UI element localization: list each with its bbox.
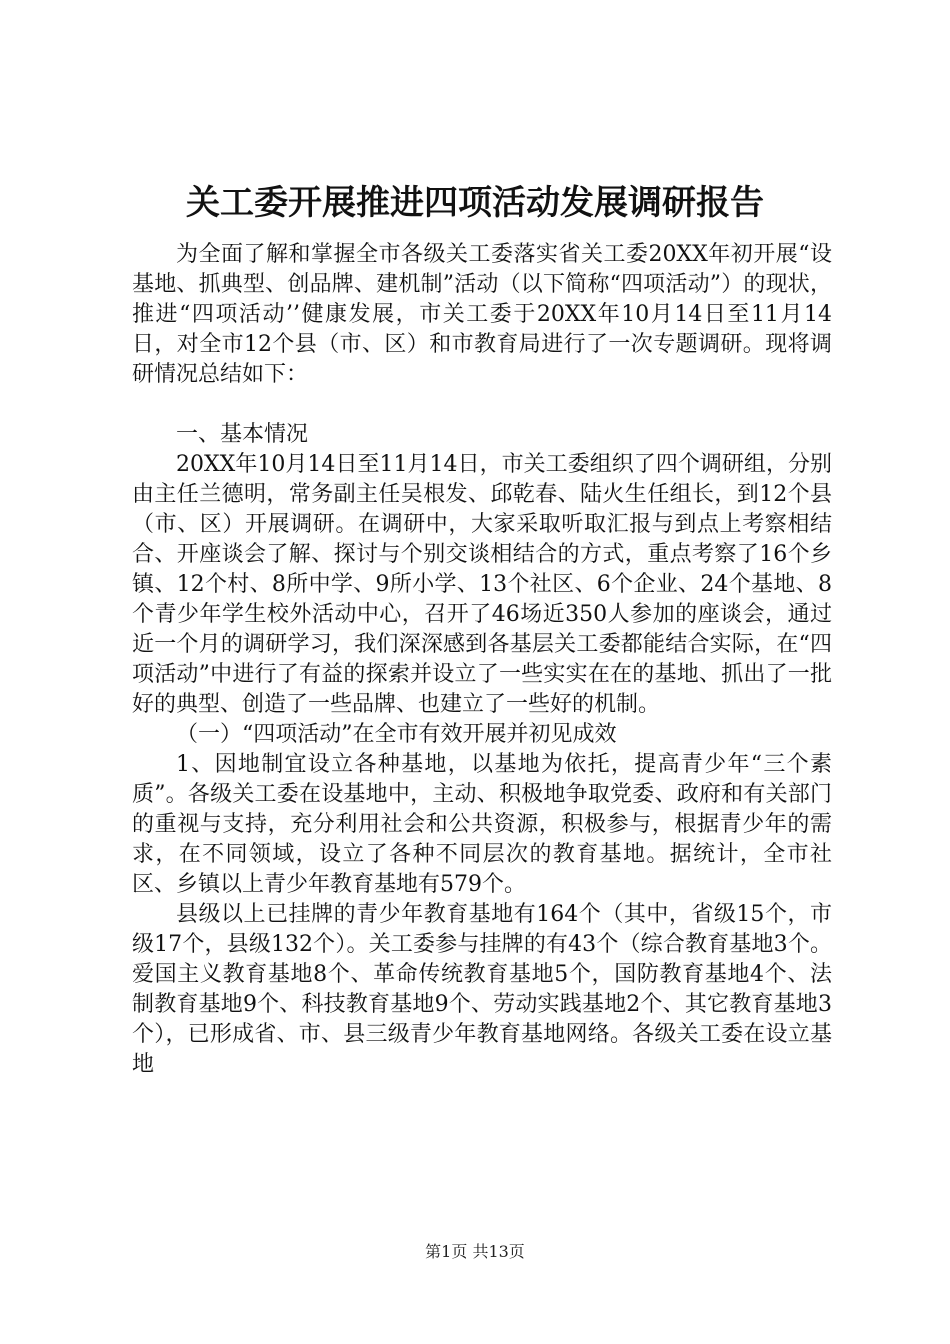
- intro-block: [132, 240, 832, 390]
- subheading-four-activities: （一）“四项活动”在全市有效开展并初见成效: [176, 722, 617, 747]
- intro-paragraph: 为全面了解和掌握全市各级关工委落实省关工委20XX年初开展“设基地、抓典型、创品牌、建机制”活动（以下简称“四项活动”）的现状，推进“四项活动’’健康发展，市关工委于20XX年10月14日至11月14日，对全市12个县（市、区）和市教育局进行了一次专题调研。现将调研情况总结如下：: [132, 242, 832, 387]
- point-paragraph-2: 县级以上已挂牌的青少年教育基地有164个（其中，省级15个，市级17个，县级132个）。关工委参与挂牌的有43个（综合教育基地3个。爱国主义教育基地8个、革命传统教育基地5个，国防教育基地4个、法制教育基地9个、科技教育基地9个、劳动实践基地2个、其它教育基地3个），已形成省、市、县三级青少年教育基地网络。各级关工委在设立基地: [132, 902, 832, 1077]
- section-paragraph-basic: 20XX年10月14日至11月14日，市关工委组织了四个调研组，分别由主任兰德明，常务副主任吴根发、邱乾春、陆火生任组长，到12个县（市、区）开展调研。在调研中，大家采取听取汇报与到点上考察相结合、开座谈会了解、探讨与个别交谈相结合的方式，重点考察了16个乡镇、12个村、8所中学、9所小学、13个社区、6个企业、24个基地、8个青少年学生校外活动中心，召开了46场近350人参加的座谈会，通过近一个月的调研学习，我们深深感到各基层关工委都能结合实际，在“四项活动”中进行了有益的探索并设立了一些实实在在的基地、抓出了一批好的典型、创造了一些品牌、也建立了一些好的机制。: [132, 452, 832, 717]
- section-heading-basic: 一、基本情况: [176, 422, 309, 447]
- page-footer: 第1页 共13页: [425, 1242, 525, 1261]
- point-paragraph-1: 1、因地制宜设立各种基地，以基地为依托，提高青少年“三个素质”。各级关工委在设基地中，主动、积极地争取党委、政府和有关部门的重视与支持，充分利用社会和公共资源，积极参与，根据青少年的需求，在不同领域，设立了各种不同层次的教育基地。据统计，全市社区、乡镇以上青少年教育基地有579个。: [132, 752, 832, 897]
- main-block: [132, 420, 832, 1080]
- document-title: 关工委开展推进四项活动发展调研报告: [186, 183, 764, 223]
